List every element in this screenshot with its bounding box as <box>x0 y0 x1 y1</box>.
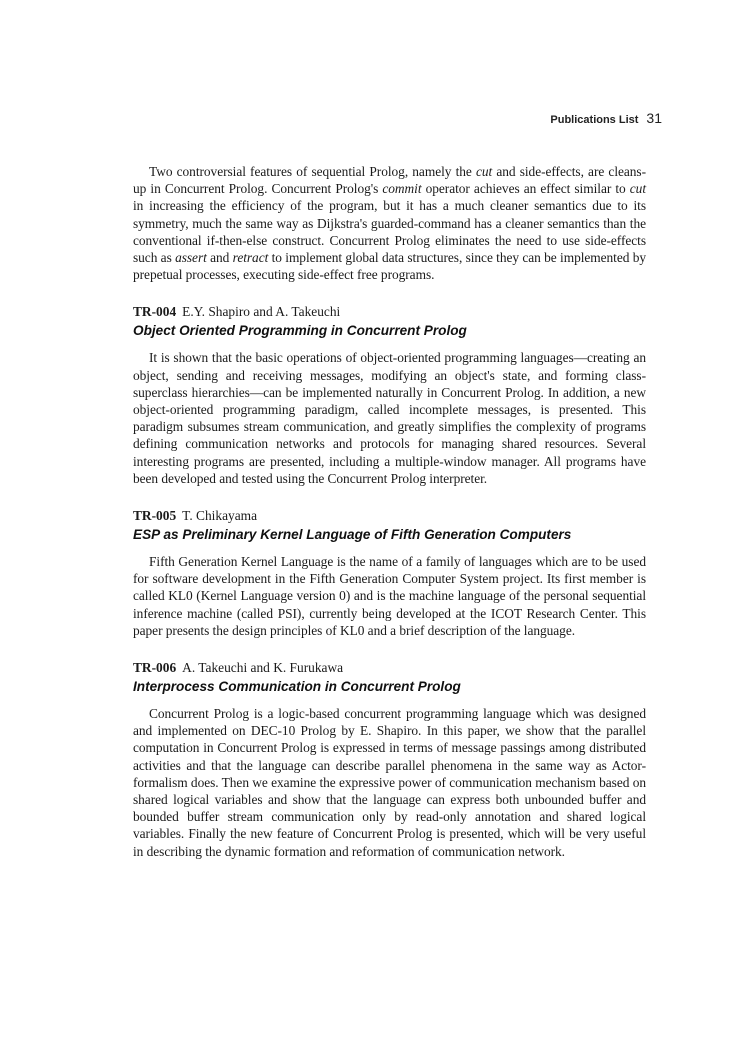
intro-text: Two controversial features of sequential Prolog, namely the <box>149 164 476 179</box>
report-title: Interprocess Communication in Concurrent Prolog <box>133 679 461 695</box>
content <box>133 163 646 860</box>
report-authors: E.Y. Shapiro and A. Takeuchi <box>182 304 341 320</box>
page-number: 31 <box>646 110 662 126</box>
report-code: TR-006 <box>133 660 177 676</box>
report-code: TR-005 <box>133 508 177 524</box>
report-entry-tr-004 <box>133 303 646 487</box>
report-authors: A. Takeuchi and K. Furukawa <box>182 660 344 676</box>
report-code: TR-004 <box>133 304 177 320</box>
intro-emphasis: cut <box>475 164 493 179</box>
report-abstract: Fifth Generation Kernel Language is the name of a family of languages which are to be used for software development in the Fifth Generation Computer System project. Its first member is called KL0 (Kernel Language version 0) and is the machine language of the personal sequential inference machine (called PSI), currently being developed at the ICOT Research Center. This paper presents the design principles of KL0 and a brief description of the language. <box>133 554 646 638</box>
intro-text: to implement global data structures, since they can be implemented by prepetual processes, executing side-effect free programs. <box>133 250 647 283</box>
intro-text: operator achieves an effect similar to <box>421 181 630 197</box>
intro-emphasis: retract <box>232 250 269 266</box>
intro-emphasis: assert <box>175 250 207 266</box>
entry-heading <box>133 659 646 677</box>
report-abstract: It is shown that the basic operations of object-oriented programming languages—creating an object, sending and receiving messages, modifying an object's state, and forming class-superclass hierarchies—can be implemented naturally in Concurrent Prolog. In addition, a new object-oriented programming paradigm, called incomplete messages, is presented. This paradigm subsumes stream communication, and greatly simplifies the complexity of programs defining communication networks and protocols for managing shared resources. Several interesting programs are presented, including a multiple-window manager. All programs have been developed and tested using the Concurrent Prolog interpreter. <box>133 350 646 486</box>
report-entry-tr-006 <box>133 659 646 860</box>
entry-heading <box>133 507 646 525</box>
report-authors: T. Chikayama <box>182 508 258 524</box>
intro-emphasis: commit <box>382 181 422 197</box>
intro-text: and side-effects, are cleans-up in Concurrent Prolog. Concurrent Prolog's <box>133 164 646 197</box>
intro-emphasis: cut <box>629 181 646 197</box>
report-abstract: Concurrent Prolog is a logic-based concurrent programming language which was designed and implemented on DEC-10 Prolog by E. Shapiro. In this paper, we show that the parallel computation in Concurrent Prolog is expressed in terms of message passings among distributed activities and that the language can describe parallel phenomena in the same way as Actor-formalism does. Then we examine the expressive power of communication mechanism based on shared logical variables and show that the language can express both unbounded buffer and bounded buffer stream communication only by read-only annotation and shared logical variables. Finally the new feature of Concurrent Prolog is presented, which will be very useful in describing the dynamic formation and reformation of communication network. <box>133 706 646 859</box>
report-title: ESP as Preliminary Kernel Language of Fifth Generation Computers <box>133 527 572 543</box>
intro-text: in increasing the efficiency of the program, but it has a much cleaner semantics due to its symmetry, much the same way as Dijkstra's guarded-command has a cleaner semantics than the conventional if-then-else construct. Concurrent Prolog eliminates the need to use side-effects such as <box>133 198 646 266</box>
entry-heading <box>133 303 646 321</box>
intro-text: and <box>206 250 233 266</box>
running-header <box>550 110 662 126</box>
report-entry-tr-005 <box>133 507 646 639</box>
report-title: Object Oriented Programming in Concurrent Prolog <box>133 323 467 339</box>
section-title: Publications List <box>550 114 639 126</box>
intro-paragraph <box>133 163 646 283</box>
